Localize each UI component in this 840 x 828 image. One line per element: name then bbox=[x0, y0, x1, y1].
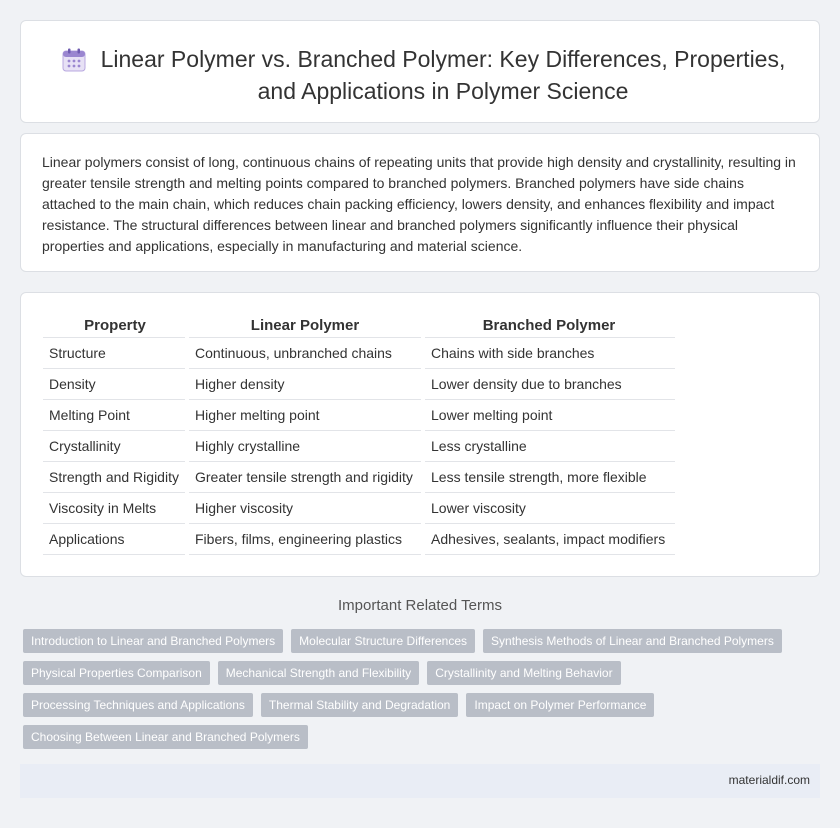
intro-card bbox=[20, 133, 820, 272]
comparison-card bbox=[20, 292, 820, 577]
related-tag[interactable]: Introduction to Linear and Branched Polymers bbox=[23, 629, 283, 653]
related-tag[interactable]: Choosing Between Linear and Branched Polymers bbox=[23, 725, 308, 749]
header-property: Property bbox=[84, 317, 146, 334]
related-tag[interactable]: Crystallinity and Melting Behavior bbox=[427, 661, 620, 685]
table-row bbox=[43, 400, 675, 431]
branched-cell: Lower viscosity bbox=[423, 493, 675, 524]
linear-cell: Higher melting point bbox=[187, 400, 423, 431]
property-cell: Applications bbox=[43, 524, 187, 555]
footer-site-link[interactable]: materialdif.com bbox=[728, 773, 810, 787]
branched-cell: Lower density due to branches bbox=[423, 369, 675, 400]
table-row bbox=[43, 431, 675, 462]
related-tag[interactable]: Physical Properties Comparison bbox=[23, 661, 210, 685]
property-cell: Strength and Rigidity bbox=[43, 462, 187, 493]
linear-cell: Higher density bbox=[187, 369, 423, 400]
property-cell: Structure bbox=[43, 338, 187, 369]
page-title: Linear Polymer vs. Branched Polymer: Key Differences, Properties, and Applications in Polymer Science bbox=[100, 46, 786, 104]
table-row bbox=[43, 338, 675, 369]
property-cell: Melting Point bbox=[43, 400, 187, 431]
footer bbox=[20, 764, 820, 798]
property-cell: Density bbox=[43, 369, 187, 400]
branched-cell: Lower melting point bbox=[423, 400, 675, 431]
table-row bbox=[43, 524, 675, 555]
calendar-icon bbox=[61, 47, 87, 73]
linear-cell: Fibers, films, engineering plastics bbox=[187, 524, 423, 555]
comparison-table bbox=[43, 313, 675, 555]
linear-cell: Highly crystalline bbox=[187, 431, 423, 462]
header-linear: Linear Polymer bbox=[250, 317, 360, 334]
related-tag[interactable]: Synthesis Methods of Linear and Branched Polymers bbox=[483, 629, 782, 653]
table-row bbox=[43, 462, 675, 493]
related-tag[interactable]: Thermal Stability and Degradation bbox=[261, 693, 458, 717]
table-header-row bbox=[43, 313, 675, 338]
property-cell: Crystallinity bbox=[43, 431, 187, 462]
related-tag[interactable]: Molecular Structure Differences bbox=[291, 629, 475, 653]
header-card bbox=[20, 20, 820, 123]
intro-paragraph: Linear polymers consist of long, continuous chains of repeating units that provide high density and crystallinity, resulting in greater tensile strength and melting points compared to branched polymers. Branched polymers have side chains attached to the main chain, which reduces chain packing efficiency, lowers density, and enhances flexibility and impact resistance. The structural differences between linear and branched polymers significantly influence their physical properties and applications, especially in manufacturing and material science. bbox=[42, 154, 796, 254]
branched-cell: Less tensile strength, more flexible bbox=[423, 462, 675, 493]
table-row bbox=[43, 493, 675, 524]
related-tag[interactable]: Processing Techniques and Applications bbox=[23, 693, 253, 717]
related-tags bbox=[23, 629, 813, 757]
property-cell: Viscosity in Melts bbox=[43, 493, 187, 524]
related-terms-title: Important Related Terms bbox=[338, 597, 502, 614]
branched-cell: Less crystalline bbox=[423, 431, 675, 462]
linear-cell: Greater tensile strength and rigidity bbox=[187, 462, 423, 493]
linear-cell: Higher viscosity bbox=[187, 493, 423, 524]
related-tag[interactable]: Impact on Polymer Performance bbox=[466, 693, 654, 717]
linear-cell: Continuous, unbranched chains bbox=[187, 338, 423, 369]
header-branched: Branched Polymer bbox=[482, 317, 616, 334]
branched-cell: Adhesives, sealants, impact modifiers bbox=[423, 524, 675, 555]
branched-cell: Chains with side branches bbox=[423, 338, 675, 369]
table-row bbox=[43, 369, 675, 400]
title-wrap bbox=[61, 43, 799, 107]
related-tag[interactable]: Mechanical Strength and Flexibility bbox=[218, 661, 419, 685]
